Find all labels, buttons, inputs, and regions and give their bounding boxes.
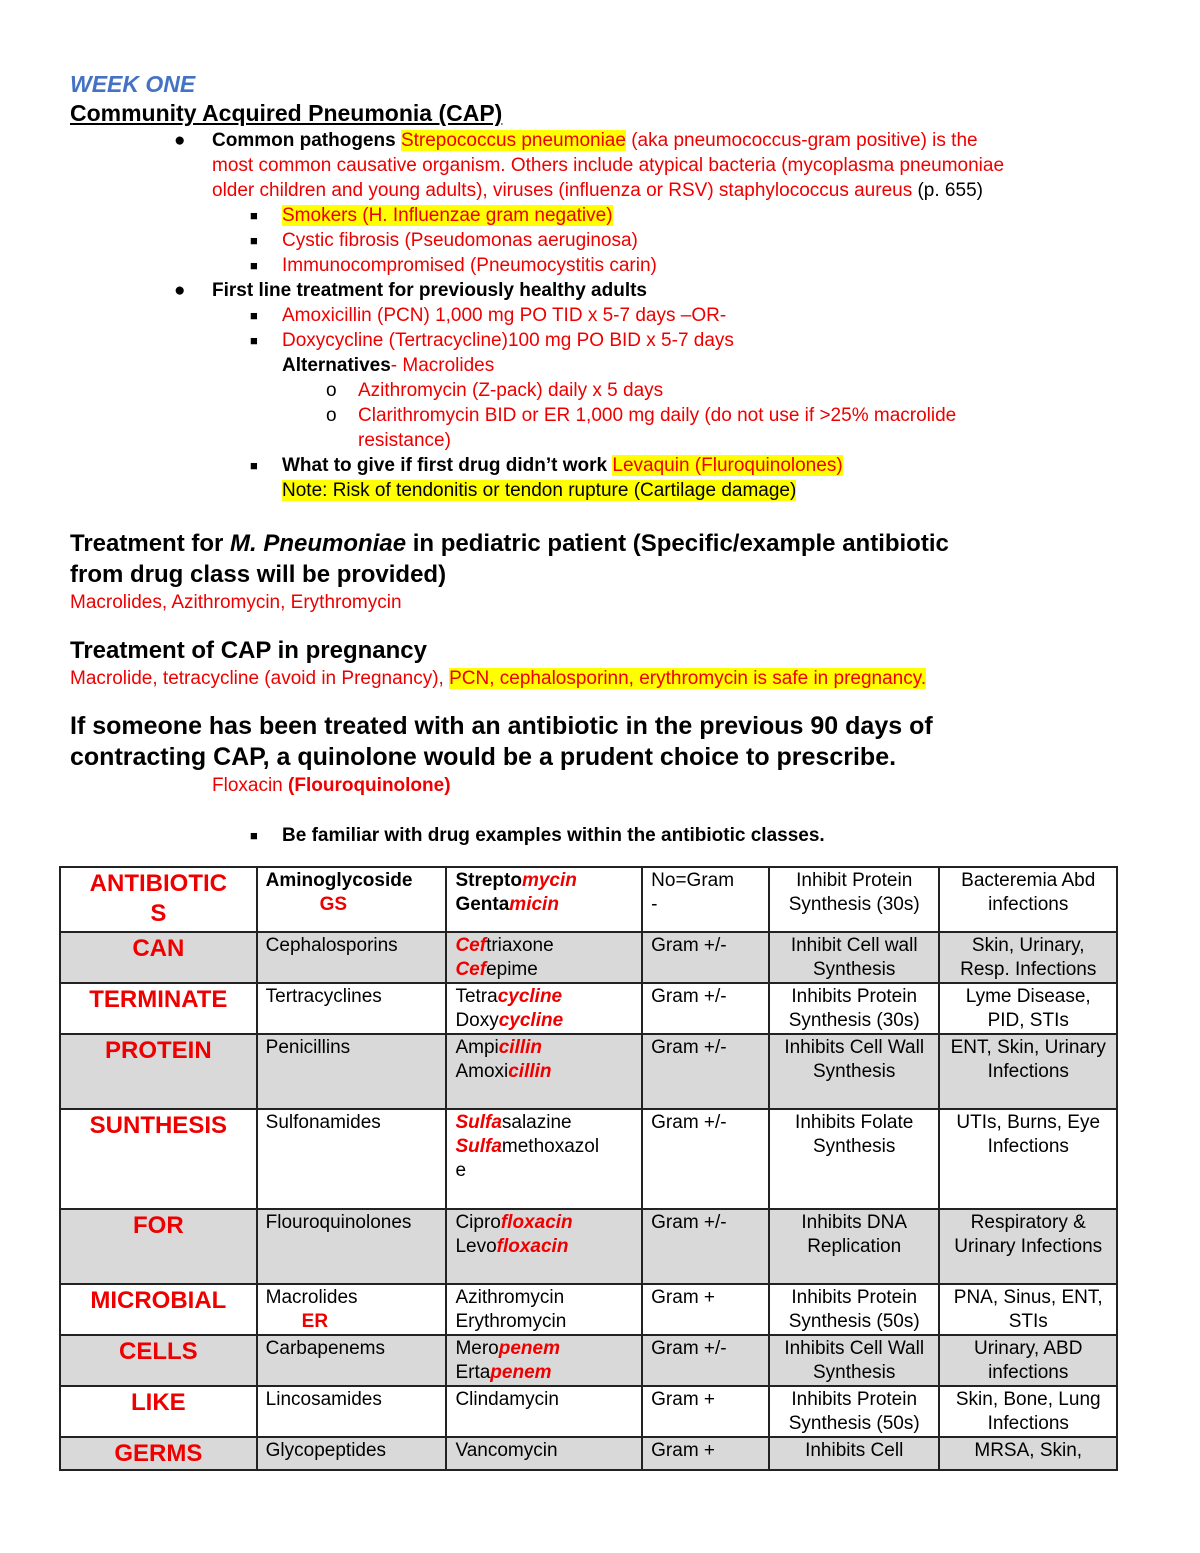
treatment-item <box>70 278 1130 303</box>
table-row <box>60 867 1117 932</box>
pathogens-item <box>70 128 1130 153</box>
class-name: Macrolides <box>265 1287 358 1308</box>
mnemonic-cell: MICROBIAL <box>60 1284 257 1335</box>
drug-suffix: mycin <box>521 870 577 891</box>
mnemonic-word: ANTIBIOTIC <box>89 870 227 897</box>
pregnancy-safe: PCN, cephalosporinn, erythromycin is safe in pregnancy. <box>449 668 927 689</box>
class-suffix: ER <box>301 1311 329 1332</box>
class-cell: Penicillins <box>257 1034 447 1109</box>
drug-stem: Genta <box>455 894 510 915</box>
pregnancy-line <box>70 666 1130 691</box>
use-cell: Skin, Urinary, Resp. Infections <box>939 932 1117 983</box>
table-row <box>60 1437 1117 1470</box>
use-cell: ENT, Skin, Urinary Infections <box>939 1034 1117 1109</box>
drug-suffix: salazine <box>501 1112 572 1133</box>
example-class: (Flouroquinolone) <box>288 775 451 796</box>
mechanism-cell: Inhibits Cell Wall Synthesis <box>769 1335 940 1386</box>
drug-suffix: triaxone <box>486 935 554 956</box>
section-title-cap: Community Acquired Pneumonia (CAP) <box>70 100 503 126</box>
mnemonic-cell: TERMINATE <box>60 983 257 1034</box>
use-cell: Lyme Disease, PID, STIs <box>939 983 1117 1034</box>
class-cell: Carbapenems <box>257 1335 447 1386</box>
pathogens-text: (aka pneumococcus-gram positive) is the <box>631 130 978 151</box>
quinolone-statement: contracting CAP, a quinolone would be a prudent choice to prescribe. <box>70 743 897 771</box>
mnemonic-cell: CELLS <box>60 1335 257 1386</box>
example-cell <box>446 1335 642 1386</box>
antibiotics-table <box>59 866 1118 1471</box>
use-cell: Urinary, ABD infections <box>939 1335 1117 1386</box>
alternatives-label: Alternatives <box>282 355 391 376</box>
fail-value: Levaquin (Fluroquinolones) <box>612 455 843 476</box>
table-row <box>60 932 1117 983</box>
gram-cell: Gram +/- <box>642 1109 769 1209</box>
table-row <box>60 1284 1117 1335</box>
drug-suffix: penem <box>490 1362 552 1383</box>
drug-stem: Tetra <box>455 986 498 1007</box>
alt-item-text: resistance) <box>358 430 451 451</box>
mnemonic-word: S <box>150 900 167 927</box>
drug-stem: Ampi <box>455 1037 499 1058</box>
gram-text: - <box>651 894 658 915</box>
sub-item-text: Doxycycline (Tertracycline)100 mg PO BID x 5-7 days <box>282 330 734 351</box>
drug-stem: Mero <box>455 1338 499 1359</box>
section-title-pregnancy: Treatment of CAP in pregnancy <box>70 637 427 664</box>
example-cell <box>446 932 642 983</box>
example-cell <box>446 1284 642 1335</box>
familiar-text: Be familiar with drug examples within the antibiotic classes. <box>282 825 825 846</box>
drug-suffix: penem <box>498 1338 560 1359</box>
drug-suffix: cillin <box>508 1061 552 1082</box>
gram-cell: Gram + <box>642 1386 769 1437</box>
gram-text: No=Gram <box>651 870 735 891</box>
mnemonic-cell: SUNTHESIS <box>60 1109 257 1209</box>
use-cell: Skin, Bone, Lung Infections <box>939 1386 1117 1437</box>
alt-item <box>70 378 1130 403</box>
pathogens-highlight: Strepococcus pneumoniae <box>400 130 626 151</box>
mpneumo-answer: Macrolides, Azithromycin, Erythromycin <box>70 592 402 613</box>
class-name: glycoside <box>324 870 413 891</box>
fail-label: What to give if first drug didn’t work <box>282 455 608 476</box>
sub-item-text: Cystic fibrosis (Pseudomonas aeruginosa) <box>282 230 638 251</box>
drug-suffix: cycline <box>498 1010 564 1031</box>
sub-item <box>70 203 1130 228</box>
use-cell: PNA, Sinus, ENT, STIs <box>939 1284 1117 1335</box>
class-cell: Glycopeptides <box>257 1437 447 1470</box>
table-row <box>60 983 1117 1034</box>
use-cell: MRSA, Skin, <box>939 1437 1117 1470</box>
class-cell: Lincosamides <box>257 1386 447 1437</box>
drug-stem: Strepto <box>455 870 522 891</box>
mechanism-cell: Inhibits DNA Replication <box>769 1209 940 1284</box>
class-cell: Sulfonamides <box>257 1109 447 1209</box>
square-bullet-icon: ■ <box>250 458 258 473</box>
table-row <box>60 1386 1117 1437</box>
gram-cell: Gram + <box>642 1284 769 1335</box>
drug-name: Azithromycin <box>455 1287 565 1308</box>
table-row <box>60 1109 1117 1209</box>
example-cell: Vancomycin <box>446 1437 642 1470</box>
table-row <box>60 1209 1117 1284</box>
drug-suffix: floxacin <box>496 1236 569 1257</box>
sub-item <box>70 253 1130 278</box>
class-cell <box>257 867 447 932</box>
example-cell: Clindamycin <box>446 1386 642 1437</box>
alt-item-text: Clarithromycin BID or ER 1,000 mg daily (do not use if >25% macrolide <box>358 405 957 426</box>
class-name: Amino <box>265 870 325 891</box>
gram-cell <box>642 867 769 932</box>
mnemonic-cell: CAN <box>60 932 257 983</box>
gram-cell: Gram +/- <box>642 983 769 1034</box>
sub-item <box>70 303 1130 328</box>
class-cell: Flouroquinolones <box>257 1209 447 1284</box>
mnemonic-cell: PROTEIN <box>60 1034 257 1109</box>
square-bullet-icon: ■ <box>250 258 258 273</box>
quinolone-statement: If someone has been treated with an antibiotic in the previous 90 days of <box>70 712 933 740</box>
example-cell <box>446 867 642 932</box>
drug-stem: Levo <box>455 1236 497 1257</box>
bullet-dot-icon: ● <box>174 130 186 151</box>
mechanism-cell: Inhibits Cell Wall Synthesis <box>769 1034 940 1109</box>
sub-item-text: Immunocompromised (Pneumocystitis carin) <box>282 255 657 276</box>
example-drug: Floxacin <box>212 775 283 796</box>
mechanism-cell: Inhibits Protein Synthesis (30s) <box>769 983 940 1034</box>
sub-item-text: Amoxicillin (PCN) 1,000 mg PO TID x 5-7 days –OR- <box>282 305 727 326</box>
week-heading: WEEK ONE <box>70 71 196 97</box>
mechanism-cell: Inhibit Protein Synthesis (30s) <box>769 867 940 932</box>
drug-suffix: methoxazol <box>501 1136 600 1157</box>
sub-item <box>70 228 1130 253</box>
mnemonic-cell: LIKE <box>60 1386 257 1437</box>
square-bullet-icon: ■ <box>250 333 258 348</box>
class-suffix: GS <box>319 894 348 915</box>
document-page <box>70 70 1130 848</box>
drug-stem: Amoxi <box>455 1061 509 1082</box>
drug-stem: Cef <box>455 935 487 956</box>
section-title-mpneumo <box>70 528 1130 559</box>
drug-stem: Sulfa <box>455 1112 502 1133</box>
square-bullet-icon: ■ <box>250 208 258 223</box>
use-cell: Respiratory & Urinary Infections <box>939 1209 1117 1284</box>
drug-suffix: cillin <box>498 1037 543 1058</box>
drug-stem: Doxy <box>455 1010 499 1031</box>
bullet-dot-icon: ● <box>174 280 186 301</box>
gram-cell: Gram +/- <box>642 1209 769 1284</box>
note-line <box>70 478 1130 503</box>
mechanism-cell: Inhibits Protein Synthesis (50s) <box>769 1284 940 1335</box>
pathogens-text-line3 <box>70 178 1130 203</box>
square-bullet-icon: ■ <box>250 828 258 843</box>
mechanism-cell: Inhibit Cell wall Synthesis <box>769 932 940 983</box>
pathogens-text: older children and young adults), viruses (influenza or RSV) staphylococcus aureus <box>212 180 913 201</box>
mnemonic-cell: FOR <box>60 1209 257 1284</box>
drug-stem: Cipro <box>455 1212 501 1233</box>
pathogens-text: most common causative organism. Others include atypical bacteria (mycoplasma pneumoniae <box>212 155 1005 176</box>
section-title-mpneumo: from drug class will be provided) <box>70 561 447 588</box>
sub-item <box>70 453 1130 478</box>
mechanism-cell: Inhibits Cell <box>769 1437 940 1470</box>
pathogens-label: Common pathogens <box>212 130 396 151</box>
circle-bullet-icon: o <box>326 380 337 401</box>
square-bullet-icon: ■ <box>250 233 258 248</box>
class-cell: Cephalosporins <box>257 932 447 983</box>
page-reference: (p. 655) <box>917 180 983 201</box>
pregnancy-avoid: Macrolide, tetracycline (avoid in Pregnancy), <box>70 668 444 689</box>
mechanism-cell: Inhibits Protein Synthesis (50s) <box>769 1386 940 1437</box>
class-cell <box>257 1284 447 1335</box>
heading-part: M. Pneumoniae <box>230 530 407 557</box>
gram-cell: Gram + <box>642 1437 769 1470</box>
gram-cell: Gram +/- <box>642 1034 769 1109</box>
familiar-item <box>70 823 1130 848</box>
sub-item-text: Smokers (H. Influenzae gram negative) <box>282 205 613 226</box>
table-row <box>60 1335 1117 1386</box>
example-cell <box>446 1109 642 1209</box>
alt-item <box>70 403 1130 428</box>
use-cell: UTIs, Burns, Eye Infections <box>939 1109 1117 1209</box>
drug-stem: Erta <box>455 1362 491 1383</box>
treatment-label: First line treatment for previously healthy adults <box>212 280 647 301</box>
note-text: Note: Risk of tendonitis or tendon rupture (Cartilage damage) <box>282 480 797 501</box>
mnemonic-cell <box>60 867 257 932</box>
circle-bullet-icon: o <box>326 405 337 426</box>
drug-suffix: floxacin <box>500 1212 573 1233</box>
drug-suffix: epime <box>486 959 538 980</box>
drug-suffix: micin <box>509 894 559 915</box>
use-cell: Bacteremia Abd infections <box>939 867 1117 932</box>
alternatives-line <box>70 353 1130 378</box>
drug-stem: Cef <box>455 959 487 980</box>
square-bullet-icon: ■ <box>250 308 258 323</box>
example-cell <box>446 983 642 1034</box>
sub-item <box>70 328 1130 353</box>
gram-cell: Gram +/- <box>642 1335 769 1386</box>
quinolone-example <box>70 773 1130 798</box>
alt-item-text: Azithromycin (Z-pack) daily x 5 days <box>358 380 664 401</box>
drug-stem: Sulfa <box>455 1136 502 1157</box>
gram-cell: Gram +/- <box>642 932 769 983</box>
table-row <box>60 1034 1117 1109</box>
mechanism-cell: Inhibits Folate Synthesis <box>769 1109 940 1209</box>
heading-part: in pediatric patient (Specific/example antibiotic <box>406 530 949 557</box>
drug-suffix: e <box>455 1160 467 1181</box>
drug-name: Erythromycin <box>455 1311 567 1332</box>
heading-part: Treatment for <box>70 530 231 557</box>
alternatives-value: - Macrolides <box>390 355 495 376</box>
drug-suffix: cycline <box>497 986 563 1007</box>
example-cell <box>446 1034 642 1109</box>
mnemonic-cell: GERMS <box>60 1437 257 1470</box>
example-cell <box>446 1209 642 1284</box>
class-cell: Tertracyclines <box>257 983 447 1034</box>
